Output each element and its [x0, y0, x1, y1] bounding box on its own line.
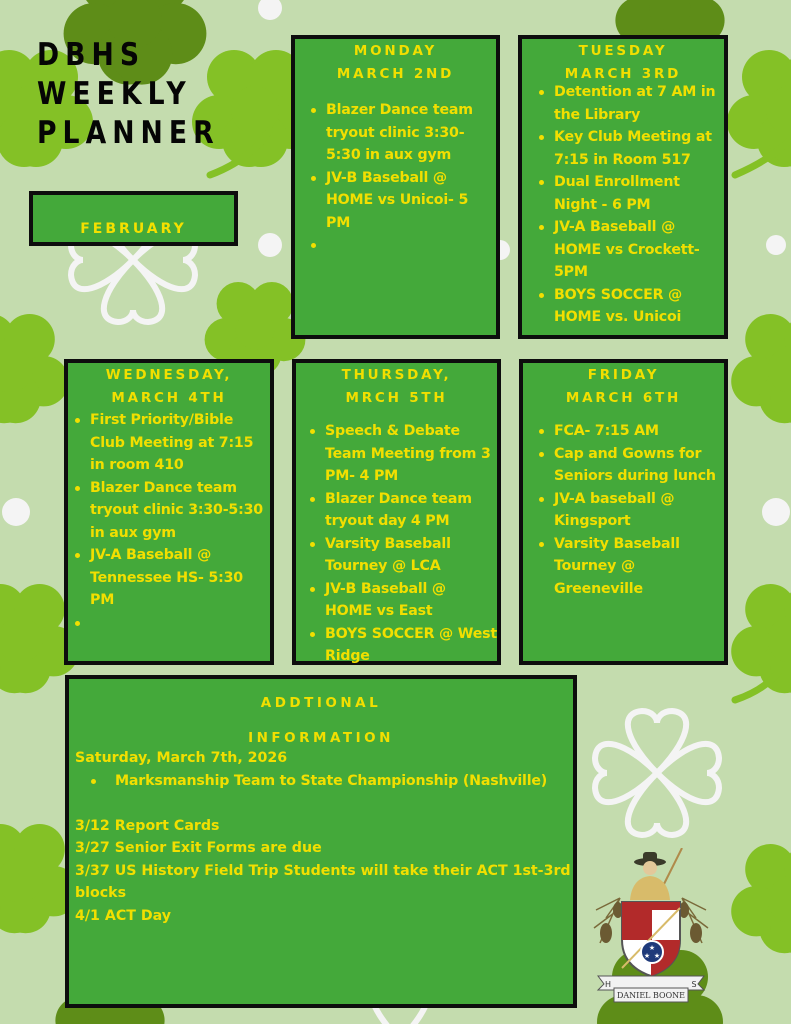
saturday-item: Marksmanship Team to State Championship (Nashville): [89, 770, 567, 793]
note-line: 4/1 ACT Day: [75, 907, 172, 924]
event-item: Detention at 7 AM in the Library: [539, 81, 724, 126]
day-heading: WEDNESDAY,: [105, 367, 233, 383]
event-item: Cap and Gowns for Seniors during lunch: [539, 443, 724, 488]
info-body: [69, 747, 573, 927]
crest-banner-s: S: [691, 980, 697, 989]
day-heading: MONDAY: [353, 43, 438, 59]
event-item: BOYS SOCCER @ HOME vs. Unicoi: [539, 284, 724, 329]
note-line: 3/37 US History Field Trip Students will take their ACT 1st-3rd: [75, 862, 571, 879]
svg-text:★: ★: [643, 952, 651, 960]
event-item: JV-A baseball @ Kingsport: [539, 488, 724, 533]
saturday-label: Saturday, March 7th, 2026: [75, 750, 288, 766]
event-item: JV-A Baseball @ Tennessee HS- 5:30 PM: [75, 544, 270, 612]
note-line: 3/27 Senior Exit Forms are due: [75, 840, 322, 856]
day-heading: FRIDAY: [587, 367, 660, 383]
event-item: Blazer Dance team tryout clinic 3:30-5:30 in aux gym: [75, 477, 270, 545]
event-item: JV-B Baseball @ HOME vs East: [310, 578, 497, 623]
day-date: MRCH 5TH: [345, 390, 448, 406]
crest-banner-h: H: [604, 980, 612, 989]
day-card-thursday: [292, 359, 501, 665]
svg-text:★: ★: [653, 952, 661, 960]
event-item: Speech & Debate Team Meeting from 3 PM- 4 PM: [310, 420, 497, 488]
note-line: blocks: [75, 885, 127, 901]
day-card-friday: [519, 359, 728, 665]
day-date: MARCH 4TH: [111, 390, 227, 406]
planner-title: [37, 36, 220, 153]
event-item: Blazer Dance team tryout clinic 3:30-5:30 in aux gym: [311, 99, 496, 167]
title-line-1: DBHS: [37, 37, 146, 73]
event-list: [311, 99, 496, 257]
month-label: FEBRUARY: [80, 221, 187, 237]
event-list: [75, 409, 270, 634]
spacer: [75, 792, 567, 815]
day-card-monday: [291, 35, 500, 339]
day-date: MARCH 3RD: [564, 66, 682, 82]
event-item: JV-A Baseball @ HOME vs Crockett- 5PM: [539, 216, 724, 284]
event-item: Key Club Meeting at 7:15 in Room 517: [539, 126, 724, 171]
saturday-list: [89, 770, 567, 793]
info-heading-line-1: ADDTIONAL: [260, 695, 382, 711]
title-line-3: PLANNER: [37, 115, 220, 151]
event-item: Dual Enrollment Night - 6 PM: [539, 171, 724, 216]
event-item-empty: [75, 612, 270, 635]
day-heading: THURSDAY,: [341, 367, 452, 383]
event-item: Blazer Dance team tryout day 4 PM: [310, 488, 497, 533]
event-list: [310, 420, 497, 668]
event-item: First Priority/Bible Club Meeting at 7:15 in room 410: [75, 409, 270, 477]
title-line-2: WEEKLY: [37, 76, 192, 112]
event-item: FCA- 7:15 AM: [539, 420, 724, 443]
crest-icon: [592, 848, 710, 1008]
note-line: 3/12 Report Cards: [75, 817, 220, 834]
day-heading: TUESDAY: [578, 43, 668, 59]
month-label-box: [29, 191, 238, 246]
event-item: BOYS SOCCER @ West Ridge: [310, 623, 497, 668]
event-list: [539, 420, 724, 600]
day-card-wednesday: [64, 359, 274, 665]
event-item: Varsity Baseball Tourney @ Greeneville: [539, 533, 724, 601]
info-heading-line-2: INFORMATION: [248, 730, 394, 746]
day-date: MARCH 6TH: [565, 390, 682, 406]
day-date: MARCH 2ND: [336, 66, 455, 82]
crest-banner-name: DANIEL BOONE: [616, 991, 686, 1000]
event-list: [539, 81, 724, 329]
event-item: JV-B Baseball @ HOME vs Unicoi- 5 PM: [311, 167, 496, 235]
event-item-empty: [311, 234, 496, 257]
additional-info-card: [65, 675, 577, 1008]
daniel-boone-crest-logo: [592, 848, 710, 1008]
event-item: Varsity Baseball Tourney @ LCA: [310, 533, 497, 578]
svg-text:★: ★: [648, 944, 656, 952]
day-card-tuesday: [518, 35, 728, 339]
